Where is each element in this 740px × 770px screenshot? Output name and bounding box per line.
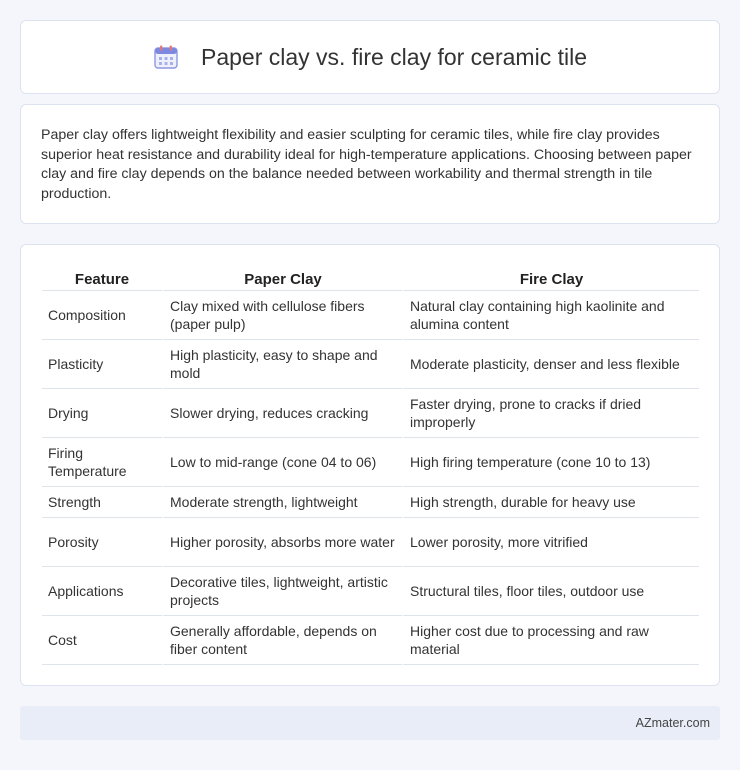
table-row — [42, 567, 699, 616]
table-row — [42, 389, 699, 438]
paper-clay-cell: Decorative tiles, lightweight, artistic projects — [162, 567, 402, 616]
feature-cell: Porosity — [42, 518, 162, 567]
fire-clay-cell: High firing temperature (cone 10 to 13) — [402, 438, 699, 487]
table-header-row — [42, 265, 699, 291]
title-card — [20, 20, 720, 94]
calendar-icon — [153, 44, 179, 70]
fire-clay-cell: High strength, durable for heavy use — [402, 487, 699, 518]
paper-clay-cell: Slower drying, reduces cracking — [162, 389, 402, 438]
feature-cell: Strength — [42, 487, 162, 518]
feature-cell: Cost — [42, 616, 162, 665]
paper-clay-cell: Clay mixed with cellulose fibers (paper pulp) — [162, 291, 402, 340]
fire-clay-cell: Natural clay containing high kaolinite and alumina content — [402, 291, 699, 340]
feature-cell: Plasticity — [42, 340, 162, 389]
feature-cell: Firing Temperature — [42, 438, 162, 487]
fire-clay-cell: Faster drying, prone to cracks if dried improperly — [402, 389, 699, 438]
table-row — [42, 291, 699, 340]
page-title: Paper clay vs. fire clay for ceramic tile — [200, 43, 587, 70]
table-row — [42, 616, 699, 665]
footer-site-link[interactable]: AZmater.com — [635, 716, 710, 730]
paper-clay-cell: Low to mid-range (cone 04 to 06) — [162, 438, 402, 487]
feature-cell: Drying — [42, 389, 162, 438]
comparison-table — [42, 265, 699, 665]
comparison-card — [20, 244, 720, 686]
feature-cell: Applications — [42, 567, 162, 616]
table-row — [42, 438, 699, 487]
column-header-paper-clay: Paper Clay — [162, 265, 402, 291]
fire-clay-cell: Higher cost due to processing and raw material — [402, 616, 699, 665]
feature-cell: Composition — [42, 291, 162, 340]
table-row — [42, 487, 699, 518]
table-row — [42, 518, 699, 567]
column-header-fire-clay: Fire Clay — [402, 265, 699, 291]
paper-clay-cell: High plasticity, easy to shape and mold — [162, 340, 402, 389]
paper-clay-cell: Moderate strength, lightweight — [162, 487, 402, 518]
intro-text: Paper clay offers lightweight flexibility and easier sculpting for ceramic tiles, while fire clay provides superior heat resistance and durability ideal for high-temperature applications. Choosing between paper clay and fire clay depends on the balance needed between workability and thermal strength in tile production. — [41, 127, 692, 202]
paper-clay-cell: Generally affordable, depends on fiber content — [162, 616, 402, 665]
fire-clay-cell: Structural tiles, floor tiles, outdoor use — [402, 567, 699, 616]
footer — [20, 706, 720, 740]
fire-clay-cell: Lower porosity, more vitrified — [402, 518, 699, 567]
fire-clay-cell: Moderate plasticity, denser and less flexible — [402, 340, 699, 389]
column-header-feature: Feature — [42, 265, 162, 291]
paper-clay-cell: Higher porosity, absorbs more water — [162, 518, 402, 567]
table-row — [42, 340, 699, 389]
intro-card — [20, 104, 720, 224]
